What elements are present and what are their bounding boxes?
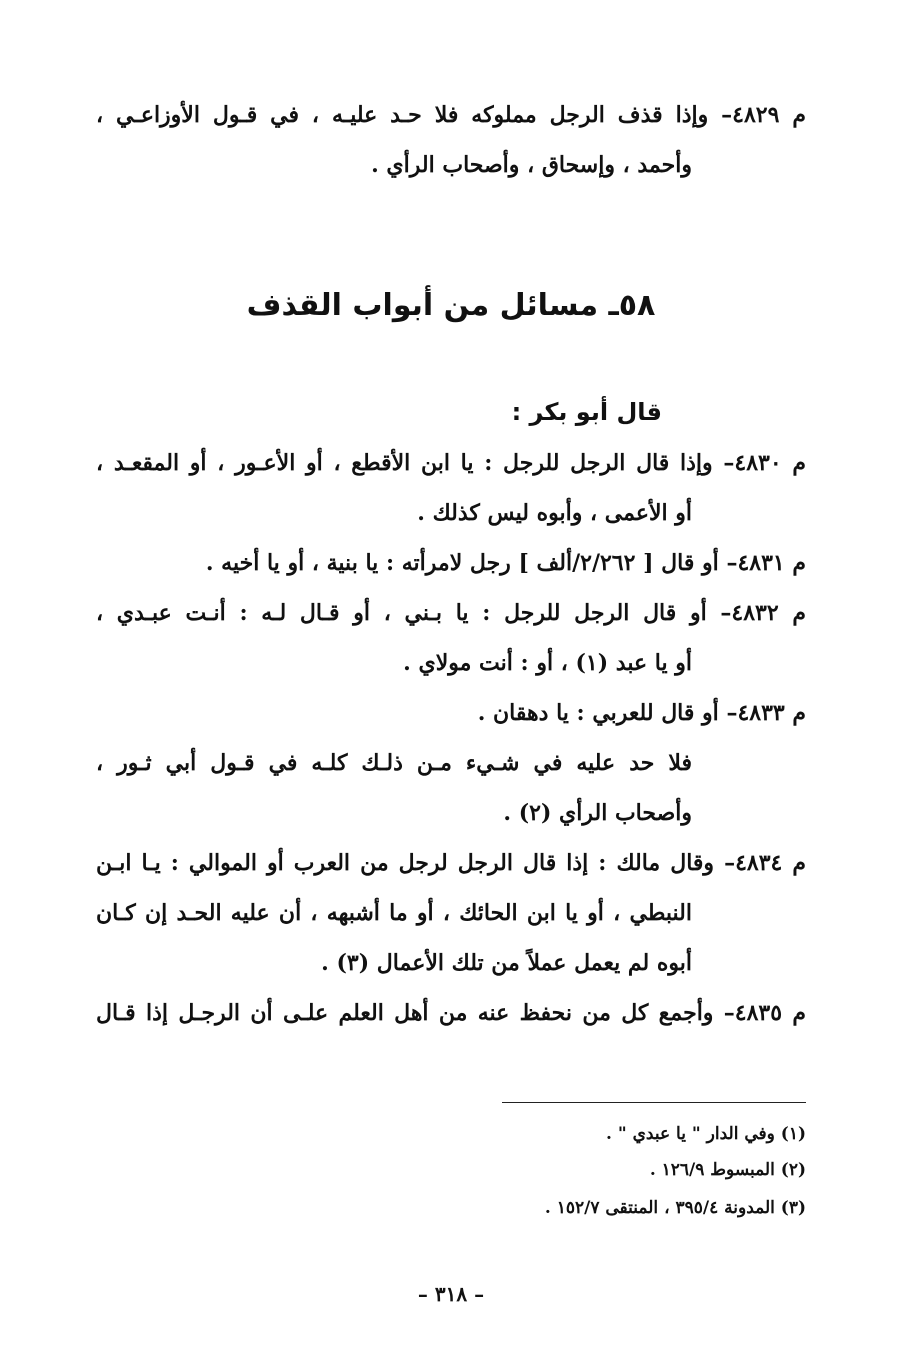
para-4830-line-1: م ٤٨٣٠– وإذا قال الرجل للرجل : يا ابن الأقطع ، أو الأعـور ، أو المقعـد ، [96, 450, 806, 476]
no-hadd-line-1: فلا حد عليه في شـيء مـن ذلـك كلـه في قـول أبي ثـور ، [96, 750, 692, 776]
page-number: – ٣١٨ – [417, 1282, 485, 1306]
para-4829-line-1: م ٤٨٢٩– وإذا قذف الرجل مملوكه فلا حـد عليـه ، في قـول الأوزاعـي ، [96, 102, 806, 128]
no-hadd-line-2: وأصحاب الرأي (٢) . [503, 800, 692, 826]
para-4832-line-2: أو يا عبد (١) ، أو : أنت مولاي . [403, 650, 692, 676]
para-4834-line-2: النبطي ، أو يا ابن الحائك ، أو ما أشبهه ، أن عليه الحـد إن كـان [96, 900, 692, 926]
footnote-3: (٣) المدونة ٣٩٥/٤ ، المنتقى ١٥٢/٧ . [544, 1198, 806, 1218]
footnote-separator [502, 1102, 806, 1103]
para-4829-line-2: وأحمد ، وإسحاق ، وأصحاب الرأي . [371, 152, 692, 178]
para-4830-line-2: أو الأعمى ، وأبوه ليس كذلك . [417, 500, 692, 526]
para-4834-line-3: أبوه لم يعمل عملاً من تلك الأعمال (٣) . [321, 950, 692, 976]
section-heading: ٥٨ـ مسائل من أبواب القذف [246, 288, 656, 323]
footnote-2: (٢) المبسوط ١٢٦/٩ . [649, 1160, 806, 1180]
speaker-line: قال أبو بكر : [511, 398, 662, 426]
para-4835-line-1: م ٤٨٣٥– وأجمع كل من نحفظ عنه من أهل العلم علـى أن الرجـل إذا قـال [96, 1000, 807, 1026]
para-4834-line-1: م ٤٨٣٤– وقال مالك : إذا قال الرجل لرجل من العرب أو الموالي : يـا ابـن [96, 850, 806, 876]
para-4831-line-1: م ٤٨٣١– أو قال [ ٢/٢٦٢/ألف ] رجل لامرأته : يا بنية ، أو يا أخيه . [205, 550, 806, 576]
para-4832-line-1: م ٤٨٣٢– أو قال الرجل للرجل : يا بـني ، أو قـال لـه : أنـت عبـدي ، [96, 600, 806, 626]
footnote-1: (١) وفي الدار " يا عبدي " . [606, 1124, 806, 1144]
para-4833-line-1: م ٤٨٣٣– أو قال للعربي : يا دهقان . [477, 700, 806, 726]
